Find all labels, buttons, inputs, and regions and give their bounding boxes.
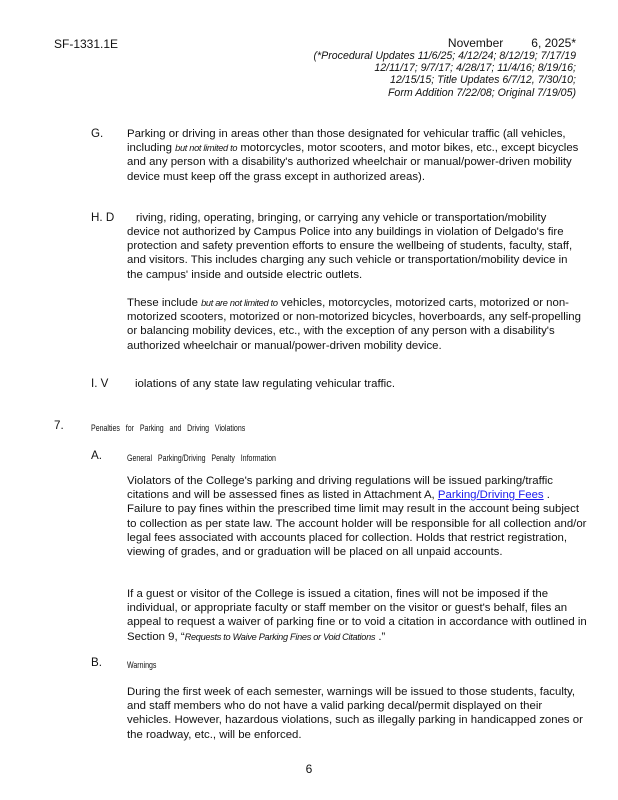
parking-driving-fees-link[interactable]: Parking/Driving Fees bbox=[437, 489, 544, 502]
page-number: 6 bbox=[305, 762, 313, 776]
item-h-paragraph-2 bbox=[127, 296, 582, 353]
item-h-p2-part: These include bbox=[127, 297, 202, 309]
section-7a-p1-part: . Failure to pay fines within the prescribed time limit may result in the account being subject to collection as per state law. The account holder will be responsible for all collection and/or legal fees associated with accounts placed for collection. Holds that restrict registration, viewing of grades, and or graduation will be placed on all unpaid accounts. bbox=[127, 489, 587, 559]
item-h-first-line: riving, riding, operating, bringing, or carrying any vehicle or transportation/mobility bbox=[136, 212, 547, 224]
item-i-text: iolations of any state law regulating vehicular traffic. bbox=[135, 378, 396, 390]
update-history-line: Form Addition 7/22/08; Original 7/19/05) bbox=[387, 86, 576, 99]
revision-date-month: November bbox=[447, 36, 504, 50]
section-7a-p1-part: Violators of the College's parking and driving regulations will be issued parking/traffic citations and will be assessed fines as listed in Attachment A, bbox=[127, 475, 553, 502]
section-7a-title bbox=[127, 451, 326, 465]
item-g-text bbox=[127, 127, 582, 184]
item-g-text-part: motorcycles, motor scooters, and motor bikes, etc., except bicycles and any person with a disability's authorized wheelchair or manual/power-driven mobility device must keep off the grass except in authorized areas). bbox=[127, 142, 579, 183]
item-g-label: G. bbox=[91, 127, 104, 140]
section-7a-paragraph-2 bbox=[127, 587, 587, 644]
item-h-text: device not authorized by Campus Police into any buildings in violation of Delgado's fire protection and safety prevention efforts to ensure the wellbeing of students, faculty, staff, and visitors. This includes charging any such vehicle or transportation/mobility device in the campus' inside and outside electric outlets. bbox=[127, 226, 573, 281]
item-h-p2-part: vehicles, motorcycles, motorized carts, motorized or non-motorized scooters, motorized or non-motorized bicycles, hoverboards, any self-propelling or balancing mobility devices, etc., with the exception of any person with a disability's authorized wheelchair or manual/power-driven mobility device. bbox=[127, 297, 581, 352]
section-7-title-text: Penalties for Parking and Driving Violations bbox=[91, 422, 246, 433]
section-7a-italic-title: Requests to Waive Parking Fines or Void Citations bbox=[184, 631, 376, 642]
revision-date-rest: 6, 2025* bbox=[531, 36, 576, 50]
section-7b-text: During the first week of each semester, warnings will be issued to those students, faculty, and staff members who do not have a valid parking decal/permit displayed on their vehicles. However, hazardous violations, such as illegally parking in handicapped zones or the roadway, etc., will be enforced. bbox=[127, 686, 583, 741]
form-id: SF-1331.1E bbox=[54, 37, 119, 51]
section-7a-p2-part: .” bbox=[375, 630, 386, 643]
section-7b-title bbox=[127, 658, 166, 672]
section-7a-title-text: General Parking/Driving Penalty Information bbox=[127, 452, 276, 463]
section-7a-p2-part: If a guest or visitor of the College is issued a citation, fines will not be imposed if the individual, or appropriate faculty or staff member on the visitor or guest's behalf, files an appeal to request a waiver of parking fine or to void a citation in accordance with outlined in Section 9, “ bbox=[127, 588, 587, 643]
section-7b-label: B. bbox=[91, 656, 102, 669]
update-history-line: 12/11/17; 9/7/17; 4/28/17; 11/4/16; 8/19/16; bbox=[374, 62, 576, 74]
section-7-number: 7. bbox=[54, 419, 64, 432]
item-h-italic: but are not limited to bbox=[201, 298, 278, 308]
item-h-label: H. D bbox=[91, 211, 115, 224]
revision-date bbox=[314, 37, 576, 50]
update-history-line: (*Procedural Updates 11/6/25; 4/12/24; 8/12/19; 7/17/19 bbox=[313, 49, 576, 62]
item-i-label: I. V bbox=[91, 377, 109, 390]
section-7-title bbox=[91, 421, 297, 435]
revision-header bbox=[314, 37, 576, 99]
item-g-italic: but not limited to bbox=[175, 143, 238, 154]
section-7a-paragraph-1 bbox=[127, 474, 587, 559]
item-g-text-part: Parking or driving in areas other than those designated for vehicular traffic (all vehicles, including bbox=[127, 128, 566, 155]
update-history-line: 12/15/15; Title Updates 6/7/12, 7/30/10; bbox=[389, 74, 576, 87]
section-7b-title-text: Warnings bbox=[127, 659, 157, 670]
section-7a-label: A. bbox=[91, 449, 102, 462]
